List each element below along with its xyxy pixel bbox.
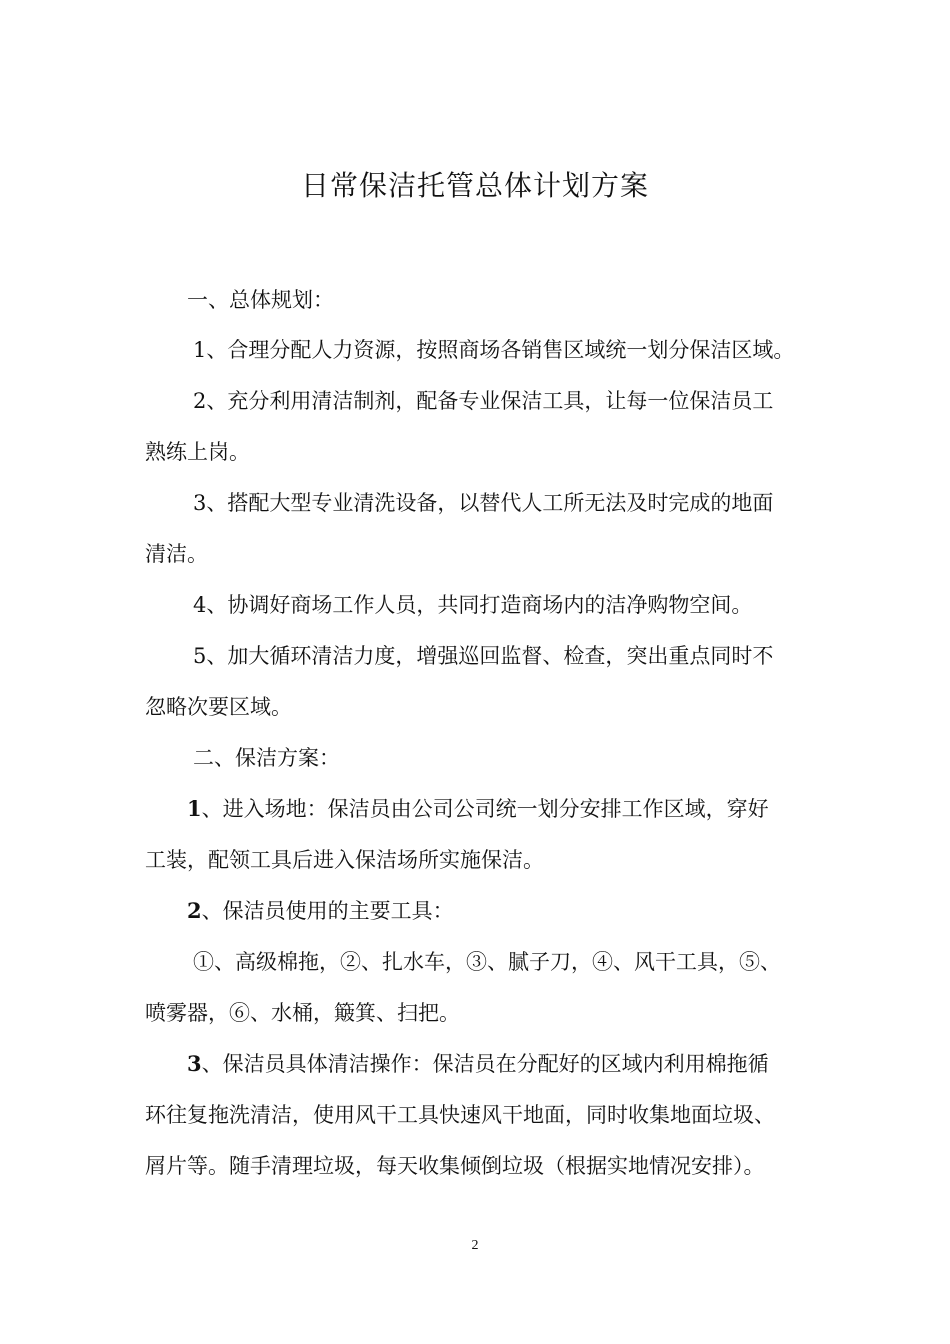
cleaning-item-3-number: 3 (187, 1051, 202, 1076)
tools-list-line-2: 喷雾器，⑥、水桶，簸箕、扫把。 (145, 1001, 460, 1025)
cleaning-item-3-line-2: 环往复拖洗清洁，使用风干工具快速风干地面，同时收集地面垃圾、 (145, 1103, 775, 1127)
page-number: 2 (471, 1238, 479, 1253)
plan-item-2-line-2: 熟练上岗。 (145, 440, 250, 464)
cleaning-item-1-line-1 (187, 793, 769, 825)
plan-item-3-line-2: 清洁。 (145, 542, 208, 566)
cleaning-item-2-line-1 (187, 895, 454, 927)
cleaning-item-1-line-2: 工装，配领工具后进入保洁场所实施保洁。 (145, 848, 544, 872)
tools-list-line-1: ①、高级棉拖，②、扎水车，③、腻子刀，④、风干工具，⑤、 (193, 950, 781, 974)
cleaning-item-1-text: 、进入场地：保洁员由公司公司统一划分安排工作区域，穿好 (201, 797, 769, 821)
plan-item-5-line-2: 忽略次要区域。 (145, 695, 292, 719)
plan-item-2-line-1: 2、充分利用清洁制剂，配备专业保洁工具，让每一位保洁员工 (193, 389, 774, 413)
plan-item-4: 4、协调好商场工作人员，共同打造商场内的洁净购物空间。 (193, 593, 753, 617)
cleaning-item-1-number: 1 (187, 796, 202, 821)
plan-item-3-line-1: 3、搭配大型专业清洗设备，以替代人工所无法及时完成的地面 (193, 491, 774, 515)
cleaning-item-2-text: 、保洁员使用的主要工具： (201, 899, 454, 923)
cleaning-item-3-line-3: 屑片等。随手清理垃圾，每天收集倾倒垃圾（根据实地情况安排）。 (145, 1154, 765, 1178)
section-heading-overall-plan: 一、总体规划： (187, 288, 334, 312)
plan-item-1: 1、合理分配人力资源，按照商场各销售区域统一划分保洁区域。 (193, 338, 795, 362)
cleaning-item-3-text: 、保洁员具体清洁操作：保洁员在分配好的区域内利用棉拖循 (201, 1052, 769, 1076)
plan-item-5-line-1: 5、加大循环清洁力度，增强巡回监督、检查，突出重点同时不 (193, 644, 774, 668)
cleaning-item-2-number: 2 (187, 898, 202, 923)
document-title: 日常保洁托管总体计划方案 (300, 169, 649, 202)
section-heading-cleaning-plan: 二、保洁方案： (193, 746, 340, 770)
cleaning-item-3-line-1 (187, 1048, 769, 1080)
